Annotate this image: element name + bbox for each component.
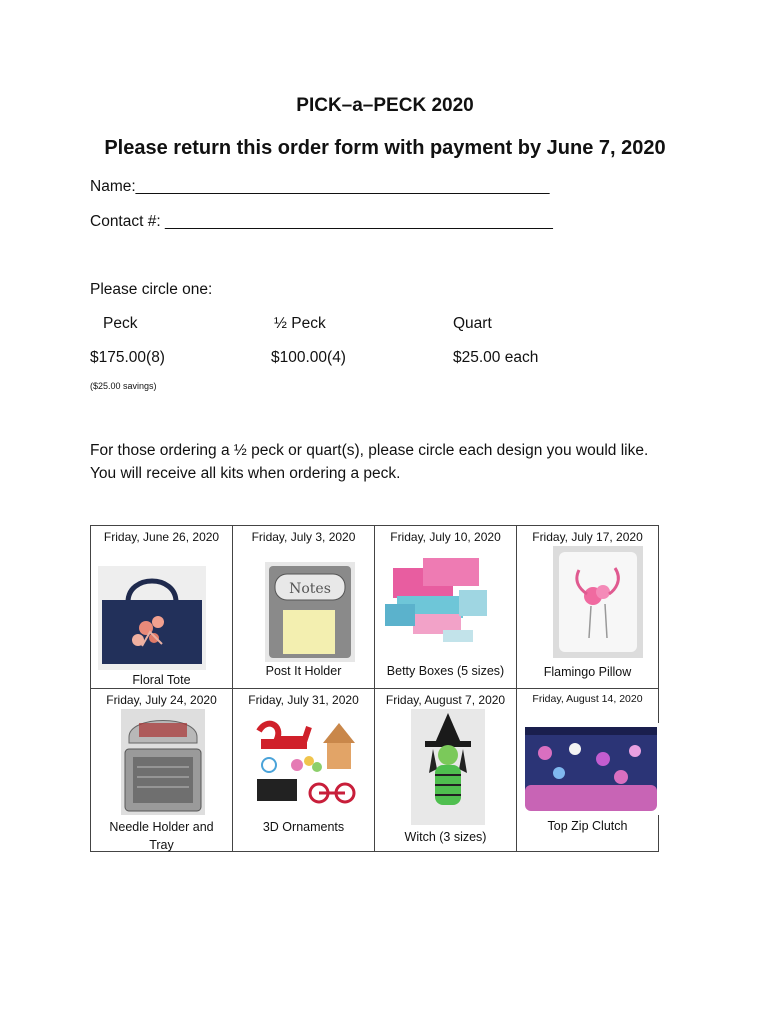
witch-photo [411, 709, 485, 825]
design-name-line-1: Needle Holder and [109, 820, 214, 834]
design-date: Friday, August 7, 2020 [385, 693, 506, 707]
circle-instruction: Please circle one: [90, 281, 213, 298]
design-cell-flamingo-pillow[interactable] [517, 526, 659, 689]
design-name-line-2: Tray [149, 838, 174, 852]
design-cell-witch[interactable] [375, 689, 517, 852]
zip-clutch-photo [523, 723, 659, 815]
option-quart-label[interactable]: Quart [453, 315, 492, 332]
design-name: Post It Holder [265, 664, 342, 678]
contact-field[interactable] [90, 213, 553, 231]
name-label: Name: [90, 178, 136, 195]
design-name: Flamingo Pillow [543, 665, 632, 679]
design-cell-needle-holder[interactable] [91, 689, 233, 852]
floral-tote-photo [98, 566, 206, 670]
design-name: 3D Ornaments [262, 820, 345, 834]
designs-table [90, 525, 659, 852]
design-date: Friday, July 24, 2020 [106, 693, 217, 707]
design-cell-post-it-holder[interactable] [233, 526, 375, 689]
page-title: PICK–a–PECK 2020 [296, 95, 474, 116]
design-cell-floral-tote[interactable] [91, 526, 233, 689]
design-name: Witch (3 sizes) [404, 830, 487, 844]
option-quart-price[interactable]: $25.00 each [453, 349, 539, 366]
notes-holder-photo [265, 562, 355, 662]
option-half-peck-label[interactable]: ½ Peck [274, 315, 326, 332]
design-date: Friday, July 3, 2020 [251, 530, 356, 544]
design-date: Friday, July 10, 2020 [390, 530, 501, 544]
ornaments-photo [253, 713, 361, 819]
design-date: Friday, July 31, 2020 [248, 693, 359, 707]
option-peck-price[interactable]: $175.00(8) [90, 349, 165, 366]
flamingo-pillow-photo [553, 546, 643, 658]
design-cell-3d-ornaments[interactable] [233, 689, 375, 852]
contact-label: Contact #: [90, 213, 161, 230]
instruction-line-2: You will receive all kits when ordering a peck. [90, 465, 401, 482]
design-cell-betty-boxes[interactable] [375, 526, 517, 689]
fabric-boxes-photo [383, 548, 491, 648]
design-cell-top-zip-clutch[interactable] [517, 689, 659, 852]
name-blank: ________________________________________________ [135, 178, 550, 195]
svg-text:Notes: Notes [289, 581, 331, 597]
savings-note: ($25.00 savings) [90, 381, 157, 391]
page-subtitle: Please return this order form with payment by June 7, 2020 [104, 137, 666, 159]
contact-blank: _____________________________________________ [164, 213, 553, 230]
design-name: Betty Boxes (5 sizes) [386, 664, 505, 678]
instruction-line-1: For those ordering a ½ peck or quart(s), please circle each design you would like. [90, 442, 649, 459]
option-half-peck-price[interactable]: $100.00(4) [271, 349, 346, 366]
name-field[interactable] [90, 178, 549, 196]
needle-tray-photo [121, 709, 205, 815]
design-name: Floral Tote [132, 673, 191, 687]
design-date: Friday, July 17, 2020 [532, 530, 643, 544]
design-date: Friday, August 14, 2020 [532, 693, 643, 705]
option-peck-label[interactable]: Peck [103, 315, 138, 332]
design-date: Friday, June 26, 2020 [103, 530, 220, 544]
design-name: Top Zip Clutch [547, 819, 628, 833]
